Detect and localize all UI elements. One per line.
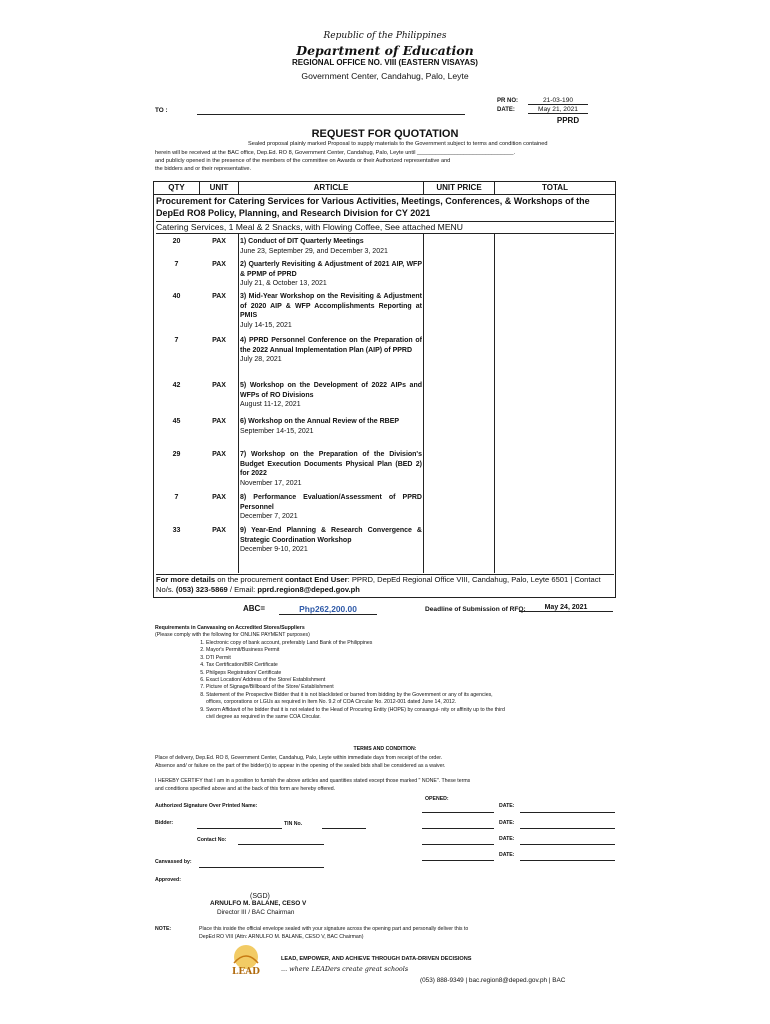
terms-line-2: Absence and/ or failure on the part of the bidder(s) to appear in the opening of the sealed bids shall be considered as a waiver.	[155, 763, 446, 769]
item-dates: August 11-12, 2021	[240, 401, 301, 408]
contact-email[interactable]: pprd.region8@deped.gov.ph	[257, 585, 360, 594]
item-article	[240, 450, 422, 488]
item-unit: PAX	[212, 382, 226, 389]
opened-line	[422, 844, 494, 845]
deadline-label: Deadline of Submission of RFQ:	[425, 606, 526, 613]
certify-line-2: and conditions specified above and at the back of this form are hereby offered.	[155, 786, 336, 792]
footer-tagline: ... where LEADers create great schools	[281, 965, 409, 973]
approver-name: ARNULFO M. BALANE, CESO V	[210, 900, 307, 907]
date-label: DATE:	[497, 107, 515, 113]
item-qty: 7	[174, 494, 179, 501]
footer-slogan: LEAD, EMPOWER, AND ACHIEVE THROUGH DATA-DRIVEN DECISIONS	[281, 956, 472, 962]
item-unit: PAX	[212, 261, 226, 268]
item-title: 5) Workshop on the Development of 2022 AIPs and WFPs of RO Divisions	[240, 382, 422, 399]
opened-line	[422, 812, 494, 813]
item-title: 4) PPRD Personnel Conference on the Preparation of the 2022 Annual Implementation Plan (AIP) of PPRD	[240, 337, 422, 354]
to-line	[197, 114, 465, 115]
item-title: 7) Workshop on the Preparation of the Division's Budget Execution Documents Physical Plan (BED 2) for 2022	[240, 451, 422, 477]
to-label: TO :	[155, 107, 168, 114]
requirements-title: Requirements in Canvassing on Accredited Stores/Suppliers	[155, 625, 305, 631]
table-header	[154, 182, 615, 195]
item-article	[240, 381, 422, 410]
intro-line-1: Sealed proposal plainly marked Proposal to supply materials to the Government subject to terms and condition contained	[248, 141, 548, 147]
item-dates: July 14-15, 2021	[240, 321, 292, 329]
item-article	[240, 260, 422, 289]
requirement-item: 5. Philgeps Registration/ Certificate	[206, 670, 506, 677]
intro-line-2: herein will be received at the BAC office, Dep.Ed. RO 8, Government Center, Candahug, Palo, Leyte until _______________________________.	[155, 150, 516, 156]
pr-date-value: May 21, 2021	[528, 106, 588, 114]
quotation-table	[153, 181, 616, 598]
end-user-text: : PPRD, DepEd Regional Office VIII, Candahug, Palo, Leyte 6501 | Contact No/s.	[156, 575, 601, 594]
intro-line-3: and publicly opened in the presence of the members of the committee on Awards or their Authorized representative and	[155, 158, 451, 164]
item-article	[240, 526, 422, 555]
deadline-value: May 24, 2021	[519, 604, 613, 612]
procurement-title: Procurement for Catering Services for Various Activities, Meetings, Conferences, & Workshops of the DepEd RO8 Policy, Planning, and Research Division for CY 2021	[156, 196, 590, 218]
item-dates: December 7, 2021	[240, 513, 298, 520]
item-qty: 20	[172, 238, 181, 245]
item-article	[240, 237, 422, 256]
abc-label: ABC=	[243, 604, 266, 613]
approved-label: Approved:	[155, 877, 181, 883]
item-article	[240, 336, 422, 365]
item-qty: 40	[172, 293, 181, 300]
item-unit: PAX	[212, 238, 226, 245]
item-dates: July 21, & October 13, 2021	[240, 280, 327, 287]
header-qty: QTY	[168, 183, 185, 192]
item-title: 8) Performance Evaluation/Assessment of PPRD Personnel	[240, 494, 422, 511]
end-user-label: contact End User	[285, 575, 348, 584]
certify-line-1: I HEREBY CERTIFY that I am in a position to furnish the above articles and quantities stated except those marked " NONE". These terms	[155, 778, 471, 784]
bidder-line	[197, 828, 282, 829]
authorized-signature-label: Authorized Signature Over Printed Name:	[155, 803, 258, 809]
item-unit: PAX	[212, 527, 226, 534]
opened-line	[422, 828, 494, 829]
more-details	[156, 574, 614, 595]
item-title: 1) Conduct of DIT Quarterly Meetings	[240, 238, 364, 245]
item-title: 6) Workshop on the Annual Review of the RBEP	[240, 418, 400, 425]
contact-no-line	[238, 844, 324, 845]
item-title: 3) Mid-Year Workshop on the Revisiting & Adjustment of 2020 AIP & WFP Accomplishments Reporting at PMIS	[240, 293, 422, 319]
divider	[494, 233, 495, 573]
opened-line	[422, 860, 494, 861]
item-unit: PAX	[212, 451, 226, 458]
opened-label: OPENED:	[425, 796, 449, 802]
header-unit: UNIT	[209, 183, 229, 192]
item-article	[240, 493, 422, 522]
pr-no-value: 21-03-190	[528, 97, 588, 105]
requirement-item: 1. Electronic copy of bank account, preferably Land Bank of the Philippines	[206, 640, 506, 647]
note-label: NOTE:	[155, 926, 172, 932]
requirement-item: 3. DTI Permit	[206, 655, 506, 662]
department-name: Department of Education	[296, 43, 474, 58]
abc-value: Php262,200.00	[279, 604, 377, 615]
terms-line-1: Place of delivery, Dep.Ed. RO 8, Government Center, Candahug, Palo, Leyte within immediate days from receipt of the order.	[155, 755, 443, 761]
office-address: Government Center, Candahug, Palo, Leyte	[301, 71, 469, 81]
item-unit: PAX	[212, 418, 226, 425]
requirement-item: 2. Mayor's Permit/Business Permit	[206, 647, 506, 654]
item-dates: June 23, September 29, and December 3, 2021	[240, 247, 388, 255]
opened-date-label: DATE:	[499, 803, 515, 809]
bidder-label: Bidder:	[155, 820, 174, 826]
requirement-item: 9. Sworn Affidavit of he bidder that it is not related to the Head of Procuring Entity (HOPE) by consangui- nity or affinity up to the third civil degree as required in the same COA Circular.	[206, 707, 506, 722]
item-title: 9) Year-End Planning & Research Convergence & Strategic Coordination Workshop	[240, 527, 422, 544]
note-line-1: Place this inside the official envelope sealed with your signature across the opening part and personally deliver this to	[199, 926, 469, 932]
item-dates: November 17, 2021	[240, 479, 302, 487]
pr-no-label: PR NO:	[497, 98, 518, 104]
header-unit-price: UNIT PRICE	[436, 183, 482, 192]
item-article	[240, 417, 422, 436]
requirements-subtitle: (Please comply with the following for ONLINE PAYMENT purposes)	[155, 632, 310, 638]
divider	[423, 182, 424, 194]
intro-line-4: the bidders and or their representative.	[155, 166, 252, 172]
item-qty: 42	[172, 382, 181, 389]
item-qty: 7	[174, 261, 179, 268]
more-details-text: on the procurement	[215, 575, 286, 584]
item-unit: PAX	[212, 293, 226, 300]
opened-date-line	[520, 860, 615, 861]
item-qty: 7	[174, 337, 179, 344]
divider	[238, 182, 239, 194]
email-label: / Email:	[227, 585, 258, 594]
opened-date-label: DATE:	[499, 836, 515, 842]
approver-title: Director III / BAC Chairman	[217, 909, 295, 916]
canvassed-by-label: Canvassed by:	[155, 859, 192, 865]
requirements-list	[196, 640, 506, 721]
item-dates: December 9-10, 2021	[240, 546, 308, 553]
footer-contact: (053) 888-9349 | bac.region8@deped.gov.ph | BAC	[420, 977, 566, 984]
canvassed-by-line	[199, 867, 324, 868]
header-article: ARTICLE	[313, 183, 349, 192]
signed-mark: (SGD)	[250, 893, 270, 900]
requirement-item: 4. Tax Certification/BIR Certificate	[206, 662, 506, 669]
item-title: 2) Quarterly Revisiting & Adjustment of 2021 AIP, WFP & PPMP of PPRD	[240, 261, 422, 278]
divider	[238, 233, 239, 573]
item-article	[240, 292, 422, 330]
requirement-item: 6. Exact Location/ Address of the Store/ Establishment	[206, 677, 506, 684]
item-qty: 33	[172, 527, 181, 534]
lead-logo	[225, 943, 267, 979]
tin-line	[322, 828, 366, 829]
contact-number: (053) 323-5869	[175, 585, 228, 594]
republic-line: Republic of the Philippines	[323, 31, 447, 41]
regional-office: REGIONAL OFFICE NO. VIII (EASTERN VISAYAS)	[292, 58, 478, 67]
opened-date-line	[520, 844, 615, 845]
more-details-label: For more details	[156, 575, 216, 584]
opened-date-label: DATE:	[499, 820, 515, 826]
terms-title: TERMS AND CONDITION:	[353, 746, 417, 752]
contact-no-label: Contact No:	[197, 837, 227, 843]
opened-date-line	[520, 812, 615, 813]
office-code: PPRD	[556, 116, 580, 125]
tin-label: TIN No.	[284, 821, 303, 827]
item-unit: PAX	[212, 494, 226, 501]
divider	[494, 182, 495, 194]
procurement-subtitle: Catering Services, 1 Meal & 2 Snacks, with Flowing Coffee, See attached MENU	[156, 221, 614, 234]
requirement-item: 8. Statement of the Prospective Bidder that it is not blacklisted or barred from bidding by the Government or any of its agencies, offices, corporations or LGUs as required in Item No. 9.2 of COA Circular No. 2012-001 dated June 14, 2012.	[206, 692, 506, 707]
item-qty: 29	[172, 451, 181, 458]
note-line-2: DepEd RO VIII (Attn: ARNULFO M. BALANE, CESO V, BAC Chairman)	[199, 934, 364, 940]
item-unit: PAX	[212, 337, 226, 344]
divider	[423, 233, 424, 573]
header-total: TOTAL	[542, 183, 568, 192]
item-dates: July 28, 2021	[240, 356, 282, 363]
divider	[199, 182, 200, 194]
page-title: REQUEST FOR QUOTATION	[311, 128, 459, 140]
logo-text: LEAD	[232, 967, 260, 977]
opened-date-label: DATE:	[499, 852, 515, 858]
item-qty: 45	[172, 418, 181, 425]
opened-date-line	[520, 828, 615, 829]
item-dates: September 14-15, 2021	[240, 427, 314, 435]
requirement-item: 7. Picture of Signage/Billboard of the Store/ Establishment	[206, 684, 506, 691]
